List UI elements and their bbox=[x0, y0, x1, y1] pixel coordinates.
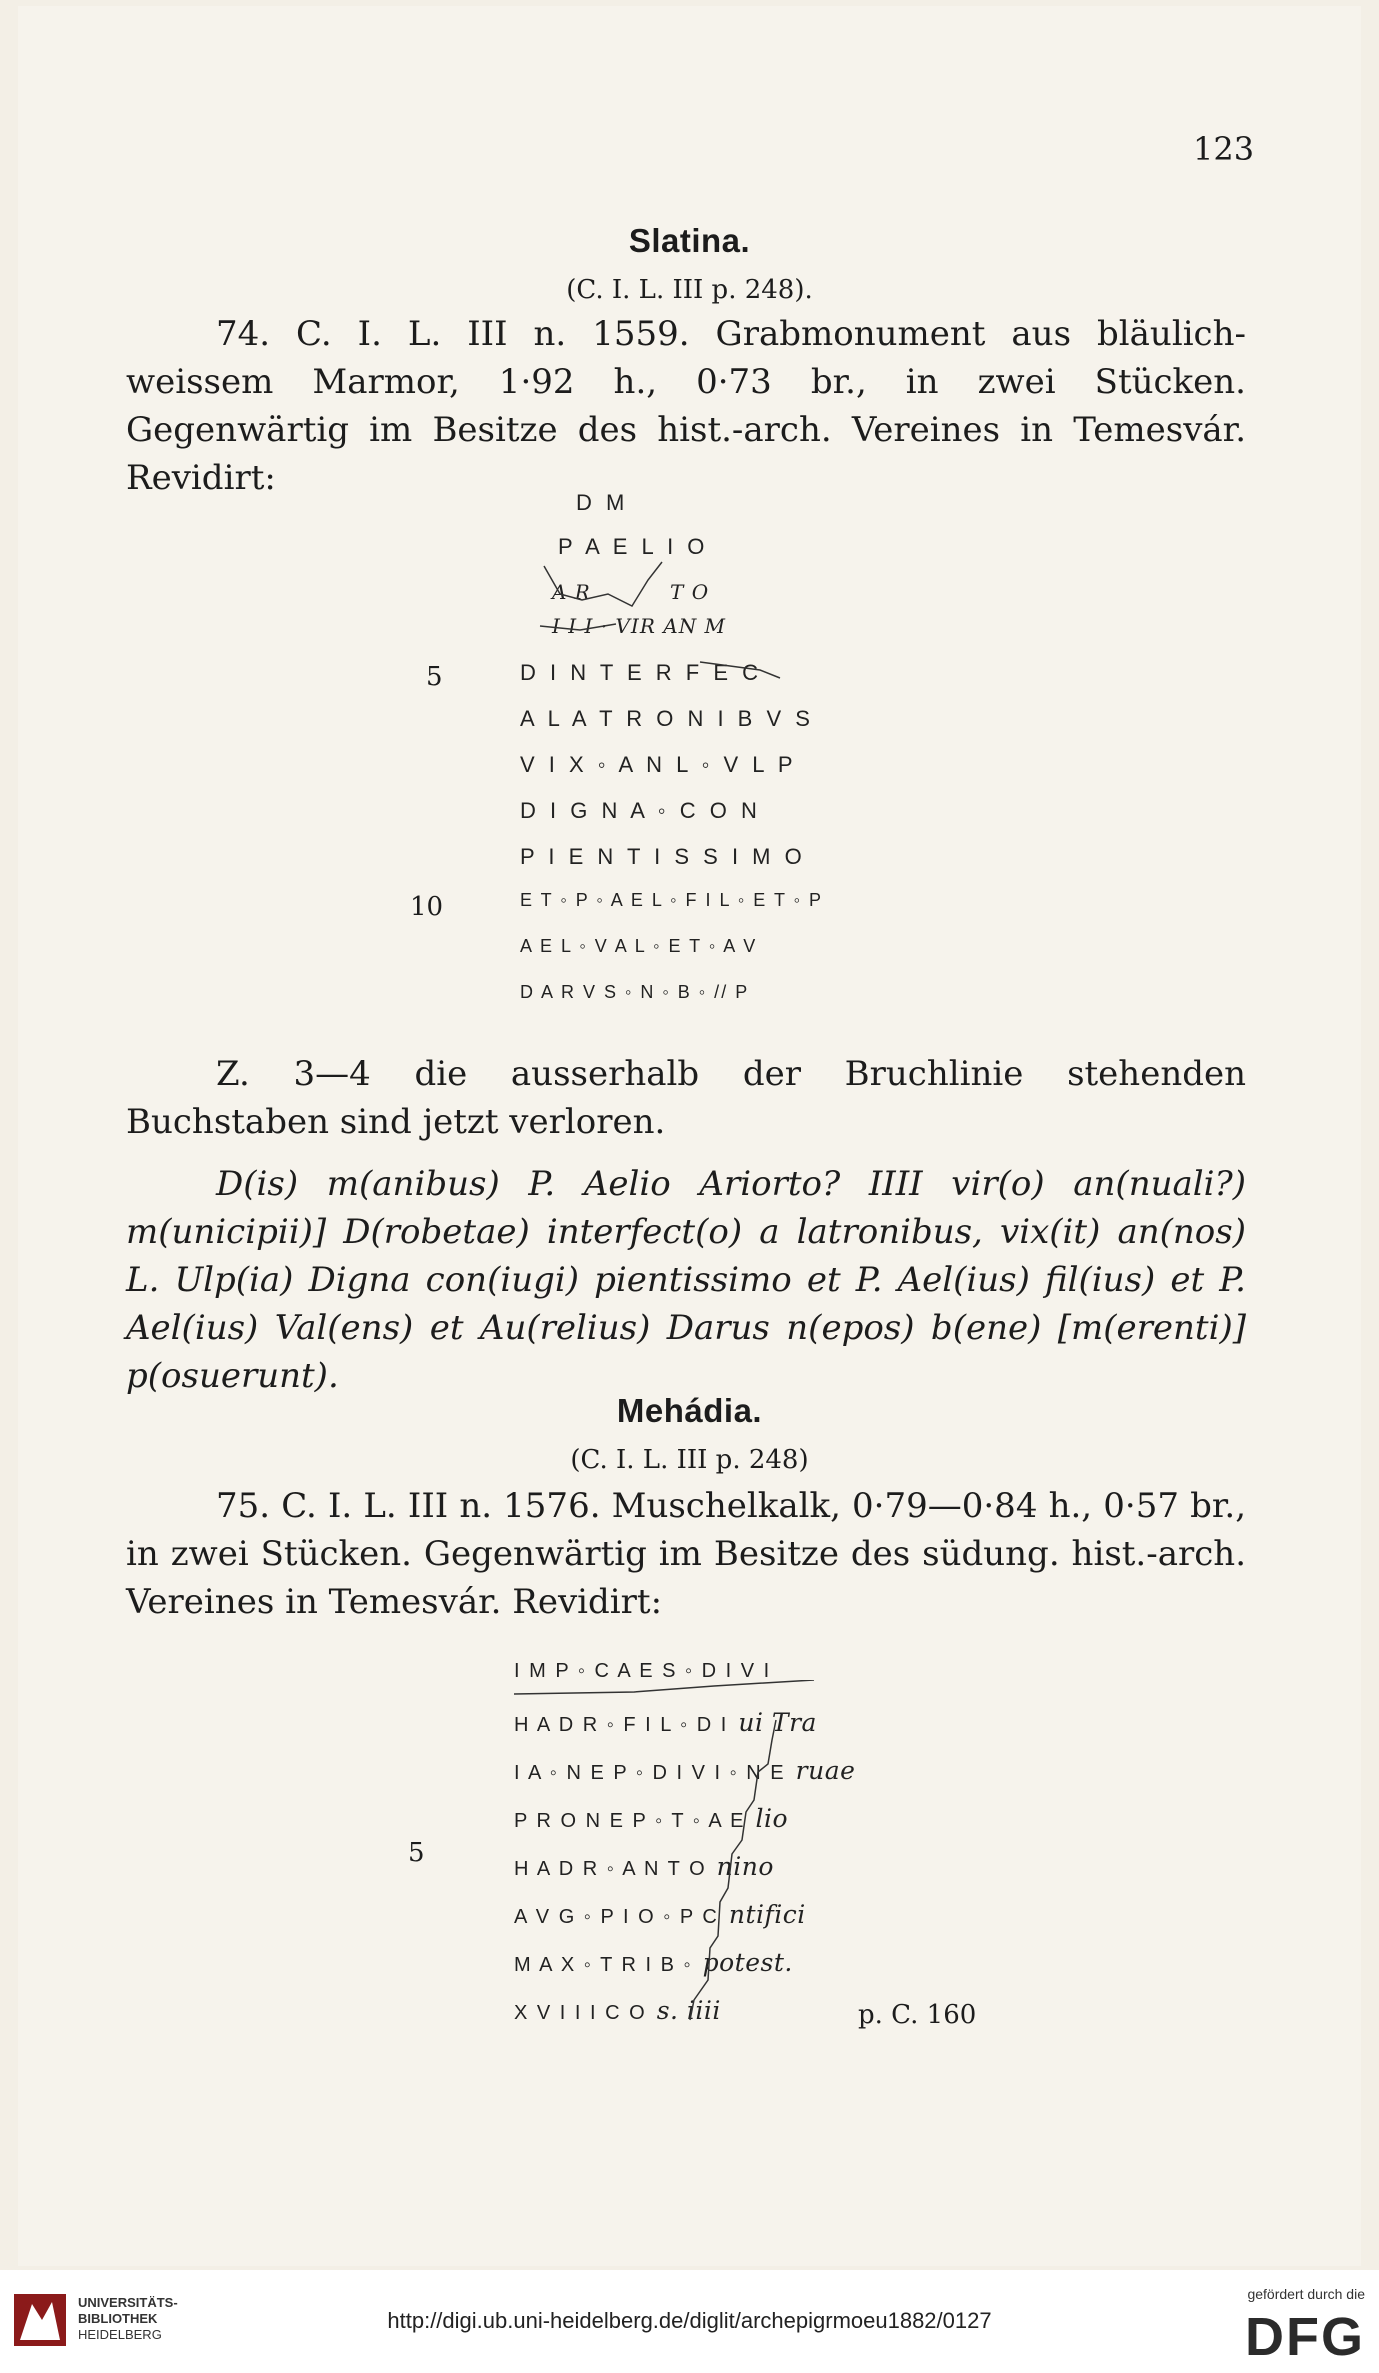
section-source-mehadia: (C. I. L. III p. 248) bbox=[570, 1445, 809, 1475]
inscription-text: X V I I I C O bbox=[514, 2002, 647, 2024]
inscription-line: D I N T E R F E C bbox=[520, 660, 762, 685]
footer-bar bbox=[0, 2270, 1379, 2373]
inscription-line: D I G N A ◦ C O N bbox=[520, 798, 761, 823]
inscription-supplement: nino bbox=[716, 1852, 774, 1881]
inscription-supplement: ntifici bbox=[728, 1900, 806, 1929]
line-number: 5 bbox=[408, 1838, 425, 1868]
line-number: 5 bbox=[426, 662, 443, 692]
break-line-drawing bbox=[514, 1680, 834, 2040]
line-number: 10 bbox=[410, 892, 444, 922]
inscription-supplement: potest. bbox=[702, 1948, 793, 1977]
inscription-line: A R bbox=[552, 580, 591, 604]
entry-74-note bbox=[126, 1050, 1246, 1146]
entry-75-paragraph bbox=[126, 1482, 1246, 1626]
inscription-line: P I E N T I S S I M O bbox=[520, 844, 806, 869]
funding-note: gefördert durch die bbox=[1247, 2286, 1365, 2302]
inscription-line: E T ◦ P ◦ A E L ◦ F I L ◦ E T ◦ P bbox=[520, 890, 824, 910]
institution-line: UNIVERSITÄTS- bbox=[78, 2295, 178, 2310]
inscription-text: H A D R ◦ A N T O bbox=[514, 1858, 707, 1880]
section-heading-mehadia: Mehádia. bbox=[616, 1392, 763, 1429]
inscription-line: A E L ◦ V A L ◦ E T ◦ A V bbox=[520, 936, 758, 956]
inscription-supplement: s. iiii bbox=[656, 1996, 721, 2025]
entry-74-text: 74. C. I. L. III n. 1559. Grabmonument aus bläulich-weissem Marmor, 1·92 h., 0·73 br., in zwei Stücken. Gegenwärtig im Besitze des hist.-arch. Vereines in Temesvár. Revidirt: bbox=[126, 314, 1246, 498]
entry-75-text: 75. C. I. L. III n. 1576. Muschelkalk, 0·79—0·84 h., 0·57 br., in zwei Stücken. Gegenwärtig im Besitze des südung. hist.-arch. Vereines in Temesvár. Revidirt: bbox=[126, 1486, 1246, 1622]
inscription-supplement: lio bbox=[755, 1804, 788, 1833]
reading-text: D(is) m(anibus) P. Aelio Ariorto? IIII vir(o) an(nuali?) m(unicipii)] D(robetae) interfect(o) a latronibus, vix(it) an(nos) L. Ulp(ia) Digna con(iugi) pientissimo et P. Ael(ius) fil(ius) et P. Ael(ius) Val(ens) et Au(relius) Darus n(epos) b(ene) [m(erenti)] p(osuerunt). bbox=[126, 1164, 1246, 1396]
source-url[interactable]: http://digi.ub.uni-heidelberg.de/diglit/archepigrmoeu1882/0127 bbox=[387, 2308, 992, 2333]
inscription-line: D M bbox=[576, 490, 629, 515]
inscription-text: A V G ◦ P I O ◦ P C bbox=[514, 1906, 719, 1928]
inscription-line: I I I · VIR AN M bbox=[552, 614, 727, 638]
page-number: 123 bbox=[1193, 130, 1255, 168]
dfg-logo: DFG bbox=[1245, 2307, 1365, 2367]
inscription-line: D A R V S ◦ N ◦ B ◦ // P bbox=[520, 982, 750, 1002]
inscription-text: H A D R ◦ F I L ◦ D I bbox=[514, 1714, 729, 1736]
section-source-slatina: (C. I. L. III p. 248). bbox=[566, 275, 813, 305]
note-text: Z. 3—4 die ausserhalb der Bruchlinie stehenden Buchstaben sind jetzt verloren. bbox=[126, 1054, 1246, 1142]
inscription-line: T O bbox=[670, 580, 710, 604]
inscription-text: M A X ◦ T R I B ◦ bbox=[514, 1954, 693, 1976]
institution-line: BIBLIOTHEK bbox=[78, 2311, 158, 2326]
institution-line: HEIDELBERG bbox=[78, 2327, 162, 2342]
chronological-reference: p. C. 160 bbox=[858, 2000, 977, 2030]
entry-74-paragraph bbox=[126, 310, 1246, 502]
inscription-line: A L A T R O N I B V S bbox=[520, 706, 814, 731]
inscription-supplement: ruae bbox=[795, 1756, 856, 1785]
inscription-text: I M P ◦ C A E S ◦ D I V I bbox=[514, 1660, 772, 1682]
section-heading-slatina: Slatina. bbox=[628, 222, 751, 259]
inscription-line: V I X ◦ A N L ◦ V L P bbox=[520, 752, 797, 777]
inscription-line: P A E L I O bbox=[558, 534, 709, 559]
entry-74-reading bbox=[126, 1160, 1246, 1400]
inscription-supplement: ui Tra bbox=[738, 1708, 817, 1737]
inscription-text: P R O N E P ◦ T ◦ A E bbox=[514, 1810, 746, 1832]
inscription-text: I A ◦ N E P ◦ D I V I ◦ N E bbox=[514, 1762, 786, 1784]
break-line-drawing bbox=[520, 550, 810, 700]
